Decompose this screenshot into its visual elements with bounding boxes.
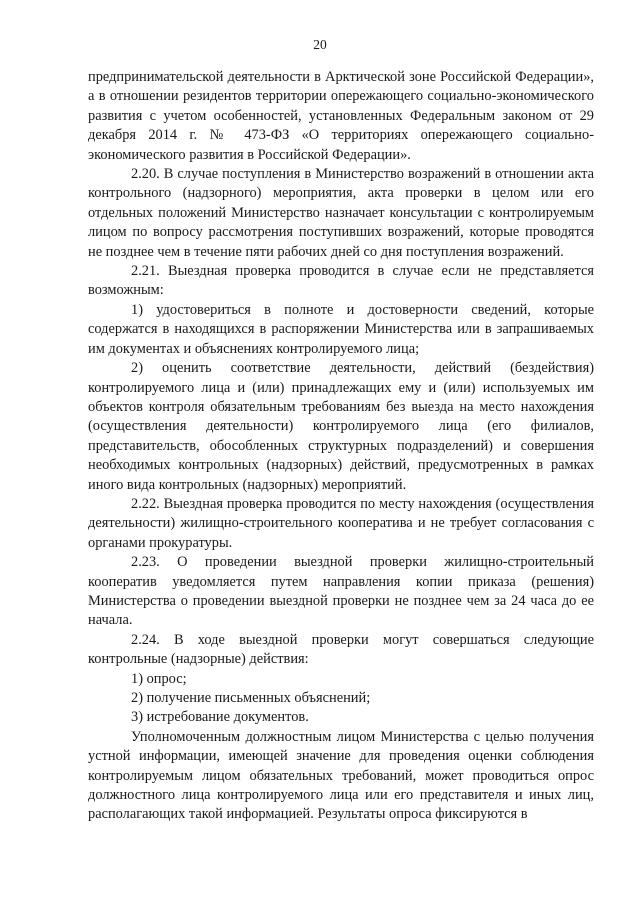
list-item: 1) удостовериться в полноте и достоверности сведений, которые содержатся в находящихся в распоряжении Министерства или в запрашиваемых им документах и объяснениях контролируемого лица; bbox=[88, 301, 594, 357]
paragraph-2-23: 2.23. О проведении выездной проверки жилищно-строительный кооператив уведомляется путем направления копии приказа (решения) Министерства о проведении выездной проверки не позднее чем за 24 часа до ее начала. bbox=[88, 554, 594, 629]
list-item: 1) опрос; bbox=[131, 670, 187, 687]
paragraph-2-22: 2.22. Выездная проверка проводится по месту нахождения (осуществления деятельности) жилищно-строительного кооператива и не требует согласования с органами прокуратуры. bbox=[88, 495, 594, 551]
list-item: 3) истребование документов. bbox=[131, 709, 309, 726]
paragraph-interview: Уполномоченным должностным лицом Министерства с целью получения устной информации, имеющей значение для проведения оценки соблюдения контролируемым лицом обязательных требований, может проводиться опрос должностного лица контролируемого лица или его представителя и иных лиц, располагающих такой информацией. Результаты опроса фиксируются в bbox=[88, 728, 594, 823]
paragraph-2-24: 2.24. В ходе выездной проверки могут совершаться следующие контрольные (надзорные) действия: bbox=[88, 631, 594, 668]
list-item: 2) получение письменных объяснений; bbox=[131, 690, 371, 706]
page-number: 20 bbox=[313, 37, 327, 52]
paragraph-continuation: предпринимательской деятельности в Арктической зоне Российской Федерации», а в отношении резидентов территории опережающего социально-экономического развития с учетом особенностей, установленных Федеральным законом от 29 декабря 2014 г. № 473-ФЗ «О территориях опережающего социально-экономического развития в Российской Федерации». bbox=[88, 69, 594, 163]
document-body bbox=[88, 68, 594, 825]
paragraph-2-20: 2.20. В случае поступления в Министерство возражений в отношении акта контрольного (надзорного) мероприятия, акта проверки в целом или его отдельных положений Министерство назначает консультации с контролируемым лицом по вопросу рассмотрения поступивших возражений, которые проводятся не позднее чем в течение пяти рабочих дней со дня поступления возражений. bbox=[88, 166, 594, 260]
list-item: 2) оценить соответствие деятельности, действий (бездействия) контролируемого лица и (или) принадлежащих ему и (или) используемых им объектов контроля обязательным требованиям без выезда на место нахождения (осуществления деятельности) контролируемого лица (его филиалов, представительств, обособленных структурных подразделений) и совершения необходимых контрольных (надзорных) действий, предусмотренных в рамках иного вида контрольных (надзорных) мероприятий. bbox=[88, 360, 594, 493]
paragraph-2-21: 2.21. Выездная проверка проводится в случае если не представляется возможным: bbox=[88, 263, 594, 299]
